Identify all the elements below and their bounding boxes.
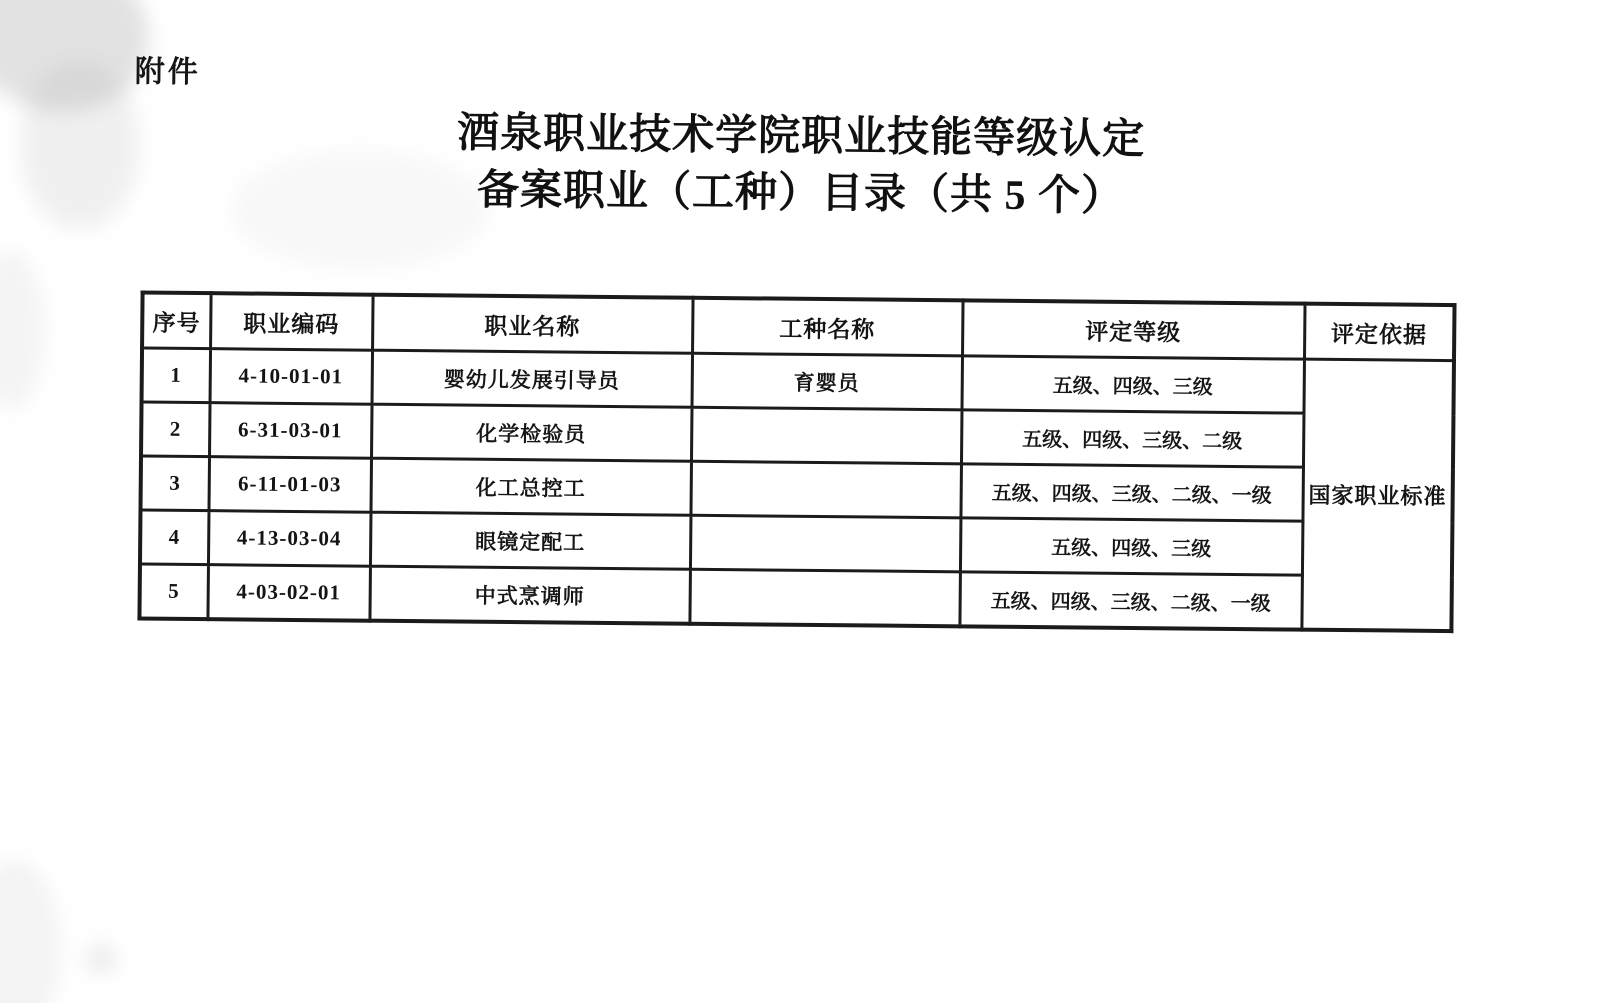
levels-cell: 五级、四级、三级、二级、一级 — [959, 572, 1302, 630]
document-title — [0, 101, 1600, 230]
levels-cell: 五级、四级、三级 — [960, 518, 1303, 575]
occupations-table — [137, 290, 1456, 633]
row-number-cell: 4 — [140, 510, 209, 565]
occupation-name-cell: 婴幼儿发展引导员 — [372, 350, 693, 407]
attachment-label: 附件 — [134, 55, 201, 90]
row-number-cell: 2 — [141, 402, 210, 457]
occupation-name-cell: 化工总控工 — [370, 458, 691, 515]
row-number-cell: 3 — [140, 456, 209, 511]
header-assessment-basis: 评定依据 — [1304, 304, 1455, 361]
occupation-code-cell: 4-13-03-04 — [208, 511, 371, 567]
table-row — [139, 564, 1451, 631]
occupation-name-cell: 化学检验员 — [371, 404, 692, 461]
header-no: 序号 — [142, 292, 211, 348]
row-number-cell: 5 — [139, 564, 208, 619]
job-type-cell — [690, 515, 961, 572]
occupation-name-cell: 眼镜定配工 — [370, 512, 691, 569]
header-job-type-name: 工种名称 — [692, 298, 963, 356]
row-number-cell: 1 — [142, 348, 211, 403]
header-occupation-name: 职业名称 — [372, 295, 693, 354]
assessment-basis-cell: 国家职业标准 — [1301, 359, 1454, 631]
occupation-code-cell: 6-31-03-01 — [209, 403, 372, 459]
job-type-cell — [691, 407, 962, 464]
occupation-code-cell: 4-10-01-01 — [210, 349, 373, 405]
occupation-code-cell: 6-11-01-03 — [208, 457, 371, 513]
job-type-cell: 育婴员 — [692, 353, 963, 410]
header-assessment-levels: 评定等级 — [962, 300, 1305, 359]
job-type-cell — [689, 569, 960, 626]
levels-cell: 五级、四级、三级 — [961, 356, 1304, 413]
document-title-line2: 备案职业（工种）目录（共 5 个） — [476, 167, 1125, 220]
occupation-name-cell: 中式烹调师 — [369, 566, 690, 624]
job-type-cell — [690, 461, 961, 518]
header-occupation-code: 职业编码 — [210, 293, 373, 350]
levels-cell: 五级、四级、三级、二级 — [961, 410, 1304, 467]
levels-cell: 五级、四级、三级、二级、一级 — [960, 464, 1303, 521]
document-title-line1: 酒泉职业技术学院职业技能等级认定 — [456, 110, 1146, 164]
occupation-code-cell: 4-03-02-01 — [207, 565, 370, 621]
